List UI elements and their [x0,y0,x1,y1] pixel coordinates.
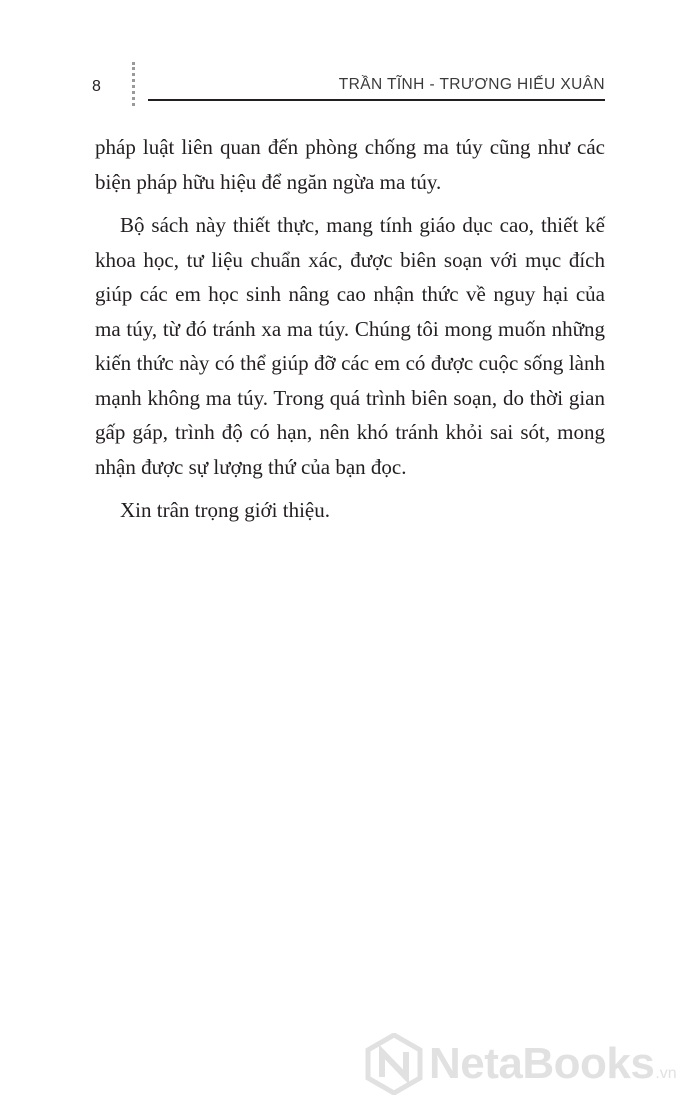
netabooks-logo-icon [365,1033,423,1095]
paragraph: Bộ sách này thiết thực, mang tính giáo dục cao, thiết kế khoa học, tư liệu chuẩn xác, được biên soạn với mục đích giúp các em học sinh nâng cao nhận thức về nguy hại của ma túy, từ đó tránh xa ma túy. Chúng tôi mong muốn những kiến thức này có thể giúp đỡ các em có được cuộc sống lành mạnh không ma túy. Trong quá trình biên soạn, do thời gian gấp gáp, trình độ có hạn, nên khó tránh khỏi sai sót, mong nhận được sự lượng thứ của bạn đọc. [95,213,605,479]
page-number: 8 [92,78,101,95]
running-title: TRẦN TĨNH - TRƯƠNG HIẾU XUÂN [338,76,605,93]
paragraph: pháp luật liên quan đến phòng chống ma túy cũng như các biện pháp hữu hiệu để ngăn ngừa ma túy. [95,135,605,194]
header-dotted-divider [132,62,135,106]
closing-line: Xin trân trọng giới thiệu. [120,498,330,522]
watermark-suffix: .vn [655,1065,677,1082]
netabooks-watermark [365,1033,677,1095]
header-rule [148,99,605,101]
watermark-brand: NetaBooks [429,1039,655,1088]
body-text [95,130,605,537]
